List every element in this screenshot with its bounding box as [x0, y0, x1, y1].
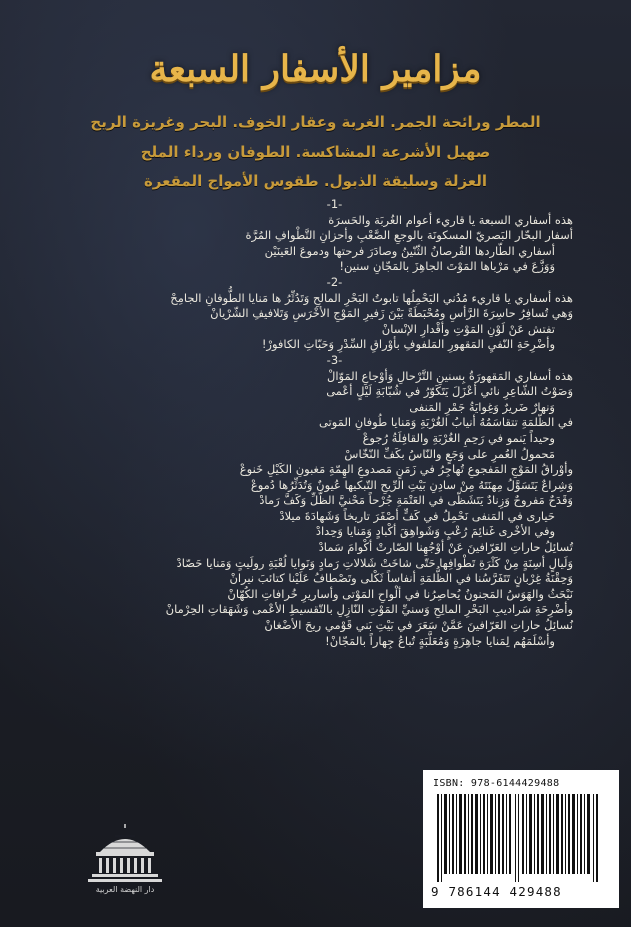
- section-number: -1-: [326, 197, 343, 211]
- poem-line: وحيداً يَنمو في رَحِمِ الغُرْبَةِ والقافِلَةُ رُجوعْ: [362, 430, 555, 445]
- poem-line: وَوَزَّعَ في مَرْباها المَوْتَ الجاهِزَ بالمَجّانِ سنين!: [339, 259, 555, 274]
- poem-line: وفي الأخْرى غَنائِمَ رُعْبٍ وَشَواهِقَ أكْبادٍ وَمَنايا وَحِدادْ: [315, 524, 555, 539]
- poem-line: وأضْرِحَةِ سَراديبِ البَحْرِ المالِحِ وَسنيِّ المَوْتِ النّازِلِ بالتّقسيطِ الأعْمى وَشَهَقاتِ الحِرْمانْ: [165, 602, 573, 617]
- poem-line: هذه أسفاري المَقهورَةُ بِسنينِ التَّرْحالِ وَأوْجاعِ المَوّالْ: [326, 368, 573, 383]
- book-title: مزامير الأسفار السبعة: [149, 48, 482, 90]
- poem-line: وأوْراقُ المَوْجِ المَفجوعِ تُهاجِرُ في زَمَنٍ مَصدوعِ الهِمّةِ مَغبونِ الكَيْلِ خَنوعْ: [239, 462, 573, 477]
- subtitle-line-1: المطر ورائحة الجمر. الغربة وعقار الخوف. البحر وغريزة الريح: [90, 113, 541, 131]
- poem-line: وَهي تُسافِرُ حاسِرَةَ الرَّأسِ ومُحْبَطَةً بَيْنَ زَفيرِ المَوْجِ الأخْرَسِ وَتَلافيفِ الشّرْيانْ: [210, 306, 573, 321]
- barcode-digits: 9 786144 429488: [431, 884, 562, 899]
- poem-line: وَنهارٌ ضَريرٌ وَغِوايَةُ جَمْرِ المَنفى: [409, 399, 555, 414]
- poem-line: وَلَيالٍ أسِنَةٍ مِنْ كَثْرَةِ تَطْوافِها حَتّى شاخَتْ شَلالاتِ رَمادٍ وَنَوايا لُعْبَةِ رولَيتٍ وَمَنايا حَصّادْ: [176, 555, 573, 570]
- poem-line: وَحِقْنَةُ غِرْبانٍ تَتَفَرَّسُنا في الظُّلمَةِ أنفاساً ثَكْلى وتَصْطافُ عَلَيْنا كتائبَ نيرانْ: [229, 571, 573, 586]
- publisher-name: دار النهضة العربية: [95, 885, 155, 894]
- barcode-bars: [431, 794, 611, 882]
- section-number: -2-: [326, 274, 343, 289]
- poem-line: هذه أسفاري السبعة يا قاريء أعوام الغُربَة والحَسرَة: [328, 212, 573, 227]
- poem-text: [96, 197, 573, 649]
- section-number: -3-: [326, 352, 343, 367]
- poem-line: تُسائِلُ حاراتِ العَرّافينَ عَنْ أوْجُهِنا الصّارتْ أكْوامَ سَمادْ: [318, 540, 573, 555]
- poem-line: وَقَدَحٌ مَفروحٌ وَزِنادٌ يَتَشَظّى في العَتْمَةِ جُرْحاً مَحْنيَّ الظّلِّ وَكَفَّ رَمادْ: [259, 493, 573, 508]
- poem-line: أسفار البحّار البَصريّ المسكونَة بالوجعِ الصَّعْبِ وأحزانِ التَّطْوافِ المُرَّة: [245, 228, 573, 243]
- barcode-label: [423, 770, 619, 908]
- poem-line: حَيارى في المَنفى نَحْمِلُ في كَفٍّ أصْفَرَ تاريخاً وَشَهادَةَ ميلادْ: [279, 508, 555, 523]
- poem-line: تفتش عَنْ لَوْنِ المَوْتِ وأقْدارِ الإنْسانْ: [381, 321, 555, 336]
- poem-line: نَبْحَثُ والهَوَسُ المَجنونُ يُحاصِرُنا في ألْواحِ المَوْتى وأساريرِ خُرافاتِ الكُهّانْ: [227, 586, 573, 601]
- subtitle-line-3: العزلة وسليقة الذبول. طقوس الأمواج المقعرة: [143, 172, 488, 190]
- dome-building-icon: [84, 822, 166, 884]
- poem-line: مَحمولُ العُمرِ على وَجَعٍ والنّاسُ بكَفِّ النّخّاسْ: [344, 446, 555, 461]
- poem-line: وأضْرِحَةِ النّفيِ المَقهورِ المَلفوفِ بأوْراقِ السِّدْرِ وَحَبّاتِ الكافورْ!: [261, 337, 555, 352]
- poem-line: أسفاري الطّاردها القُرصانُ الثّنّينُ وصادَرَ فرحتها ودموعَ العَينَيْن: [264, 243, 555, 258]
- poem-line: وَصَوْتُ الشّاعِرِ نائي أعْزَلَ يَتَكَوّرُ في شُبّابَةِ لَيْلٍ أعْمى: [326, 384, 573, 399]
- poem-line: هذه أسفاري يا قاريء مُدُني اليَحْمِلُها تابوتُ البَحْرِ المالحِ وَتَدُثِّرُ ها مَنايا الطُّوفانِ الجامِحْ: [170, 290, 573, 305]
- poem-line: وأسْلَمَهُم لِمَنايا جاهِزَةٍ وَمُعَلَّبَةٍ تُباعُ جِهاراً بالمَجّانْ!: [325, 633, 555, 648]
- poem-line: وَشِراعٌ يَتَسَوَّلُ مِهنَتَهُ مِنْ سادِنِ بَيْتِ الرِّيحِ التّبكيها عُيونٌ وَتُدَثِّرُها دُموعْ: [250, 477, 573, 492]
- subtitle-line-2: صهيل الأشرعة المشاكسة. الطوفان ورداء الملح: [140, 143, 491, 161]
- isbn-text: ISBN: 978-6144429488: [433, 778, 560, 789]
- poem-line: نُسائِلُ حاراتِ العَرّافينَ عَمَّنْ سَعَرَ في بَيْتِ بَني قَوْمي ريحَ الأضْغانْ: [264, 618, 573, 633]
- poem-line: في الظّلمَةِ تتقاسَمُهُ أنيابُ الغُرْبَةِ وَمَنايا طُوفانِ المَوتى: [318, 415, 573, 430]
